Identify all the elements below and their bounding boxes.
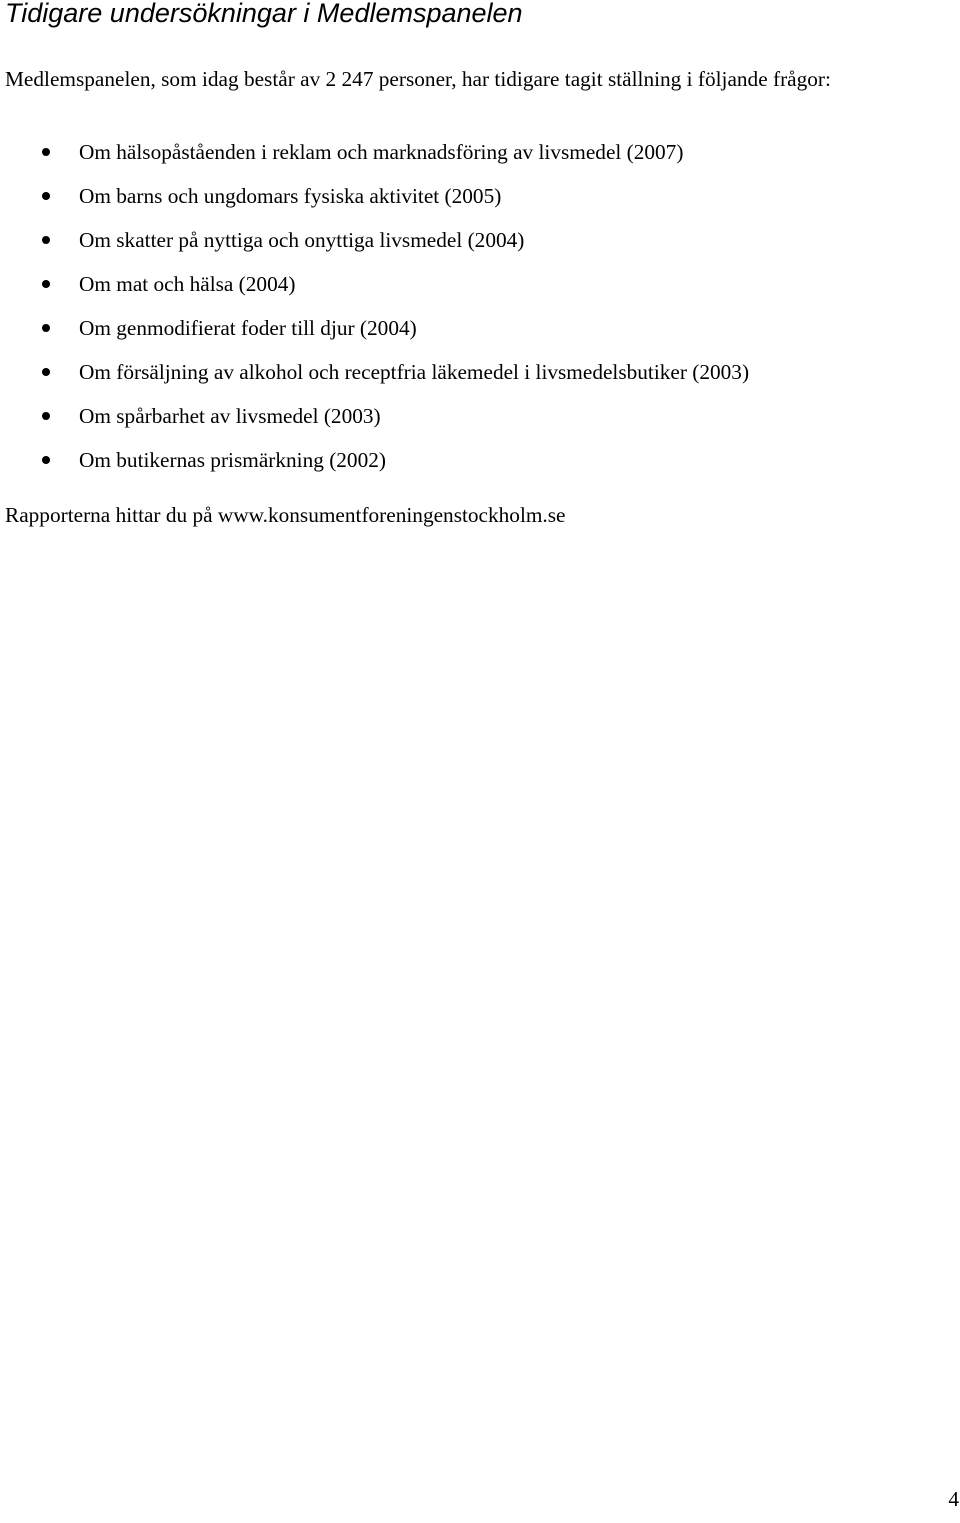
bullet-icon bbox=[42, 368, 50, 376]
bullet-icon bbox=[42, 456, 50, 464]
list-item-text: Om butikernas prismärkning (2002) bbox=[79, 448, 386, 472]
list-item-text: Om försäljning av alkohol och receptfria läkemedel i livsmedelsbutiker (2003) bbox=[79, 360, 750, 384]
page-number: 4 bbox=[948, 1487, 959, 1511]
list-item-text: Om skatter på nyttiga och onyttiga livsmedel (2004) bbox=[79, 228, 525, 252]
bullet-icon bbox=[42, 412, 50, 420]
list-item-text: Om spårbarhet av livsmedel (2003) bbox=[79, 404, 381, 428]
list-item-text: Om barns och ungdomars fysiska aktivitet (2005) bbox=[79, 184, 502, 208]
bullet-icon bbox=[42, 192, 50, 200]
bullet-icon bbox=[42, 148, 50, 156]
list-item-text: Om hälsopåståenden i reklam och marknadsföring av livsmedel (2007) bbox=[79, 140, 684, 164]
bullet-icon bbox=[42, 236, 50, 244]
bullet-icon bbox=[42, 280, 50, 288]
list-item-text: Om mat och hälsa (2004) bbox=[79, 272, 296, 296]
page-title: Tidigare undersökningar i Medlemspanelen bbox=[5, 0, 523, 28]
list-item-text: Om genmodifierat foder till djur (2004) bbox=[79, 316, 417, 340]
intro-paragraph: Medlemspanelen, som idag består av 2 247 personer, har tidigare tagit ställning i följande frågor: bbox=[5, 67, 831, 91]
report-note: Rapporterna hittar du på www.konsumentforeningenstockholm.se bbox=[5, 503, 566, 527]
bullet-icon bbox=[42, 324, 50, 332]
